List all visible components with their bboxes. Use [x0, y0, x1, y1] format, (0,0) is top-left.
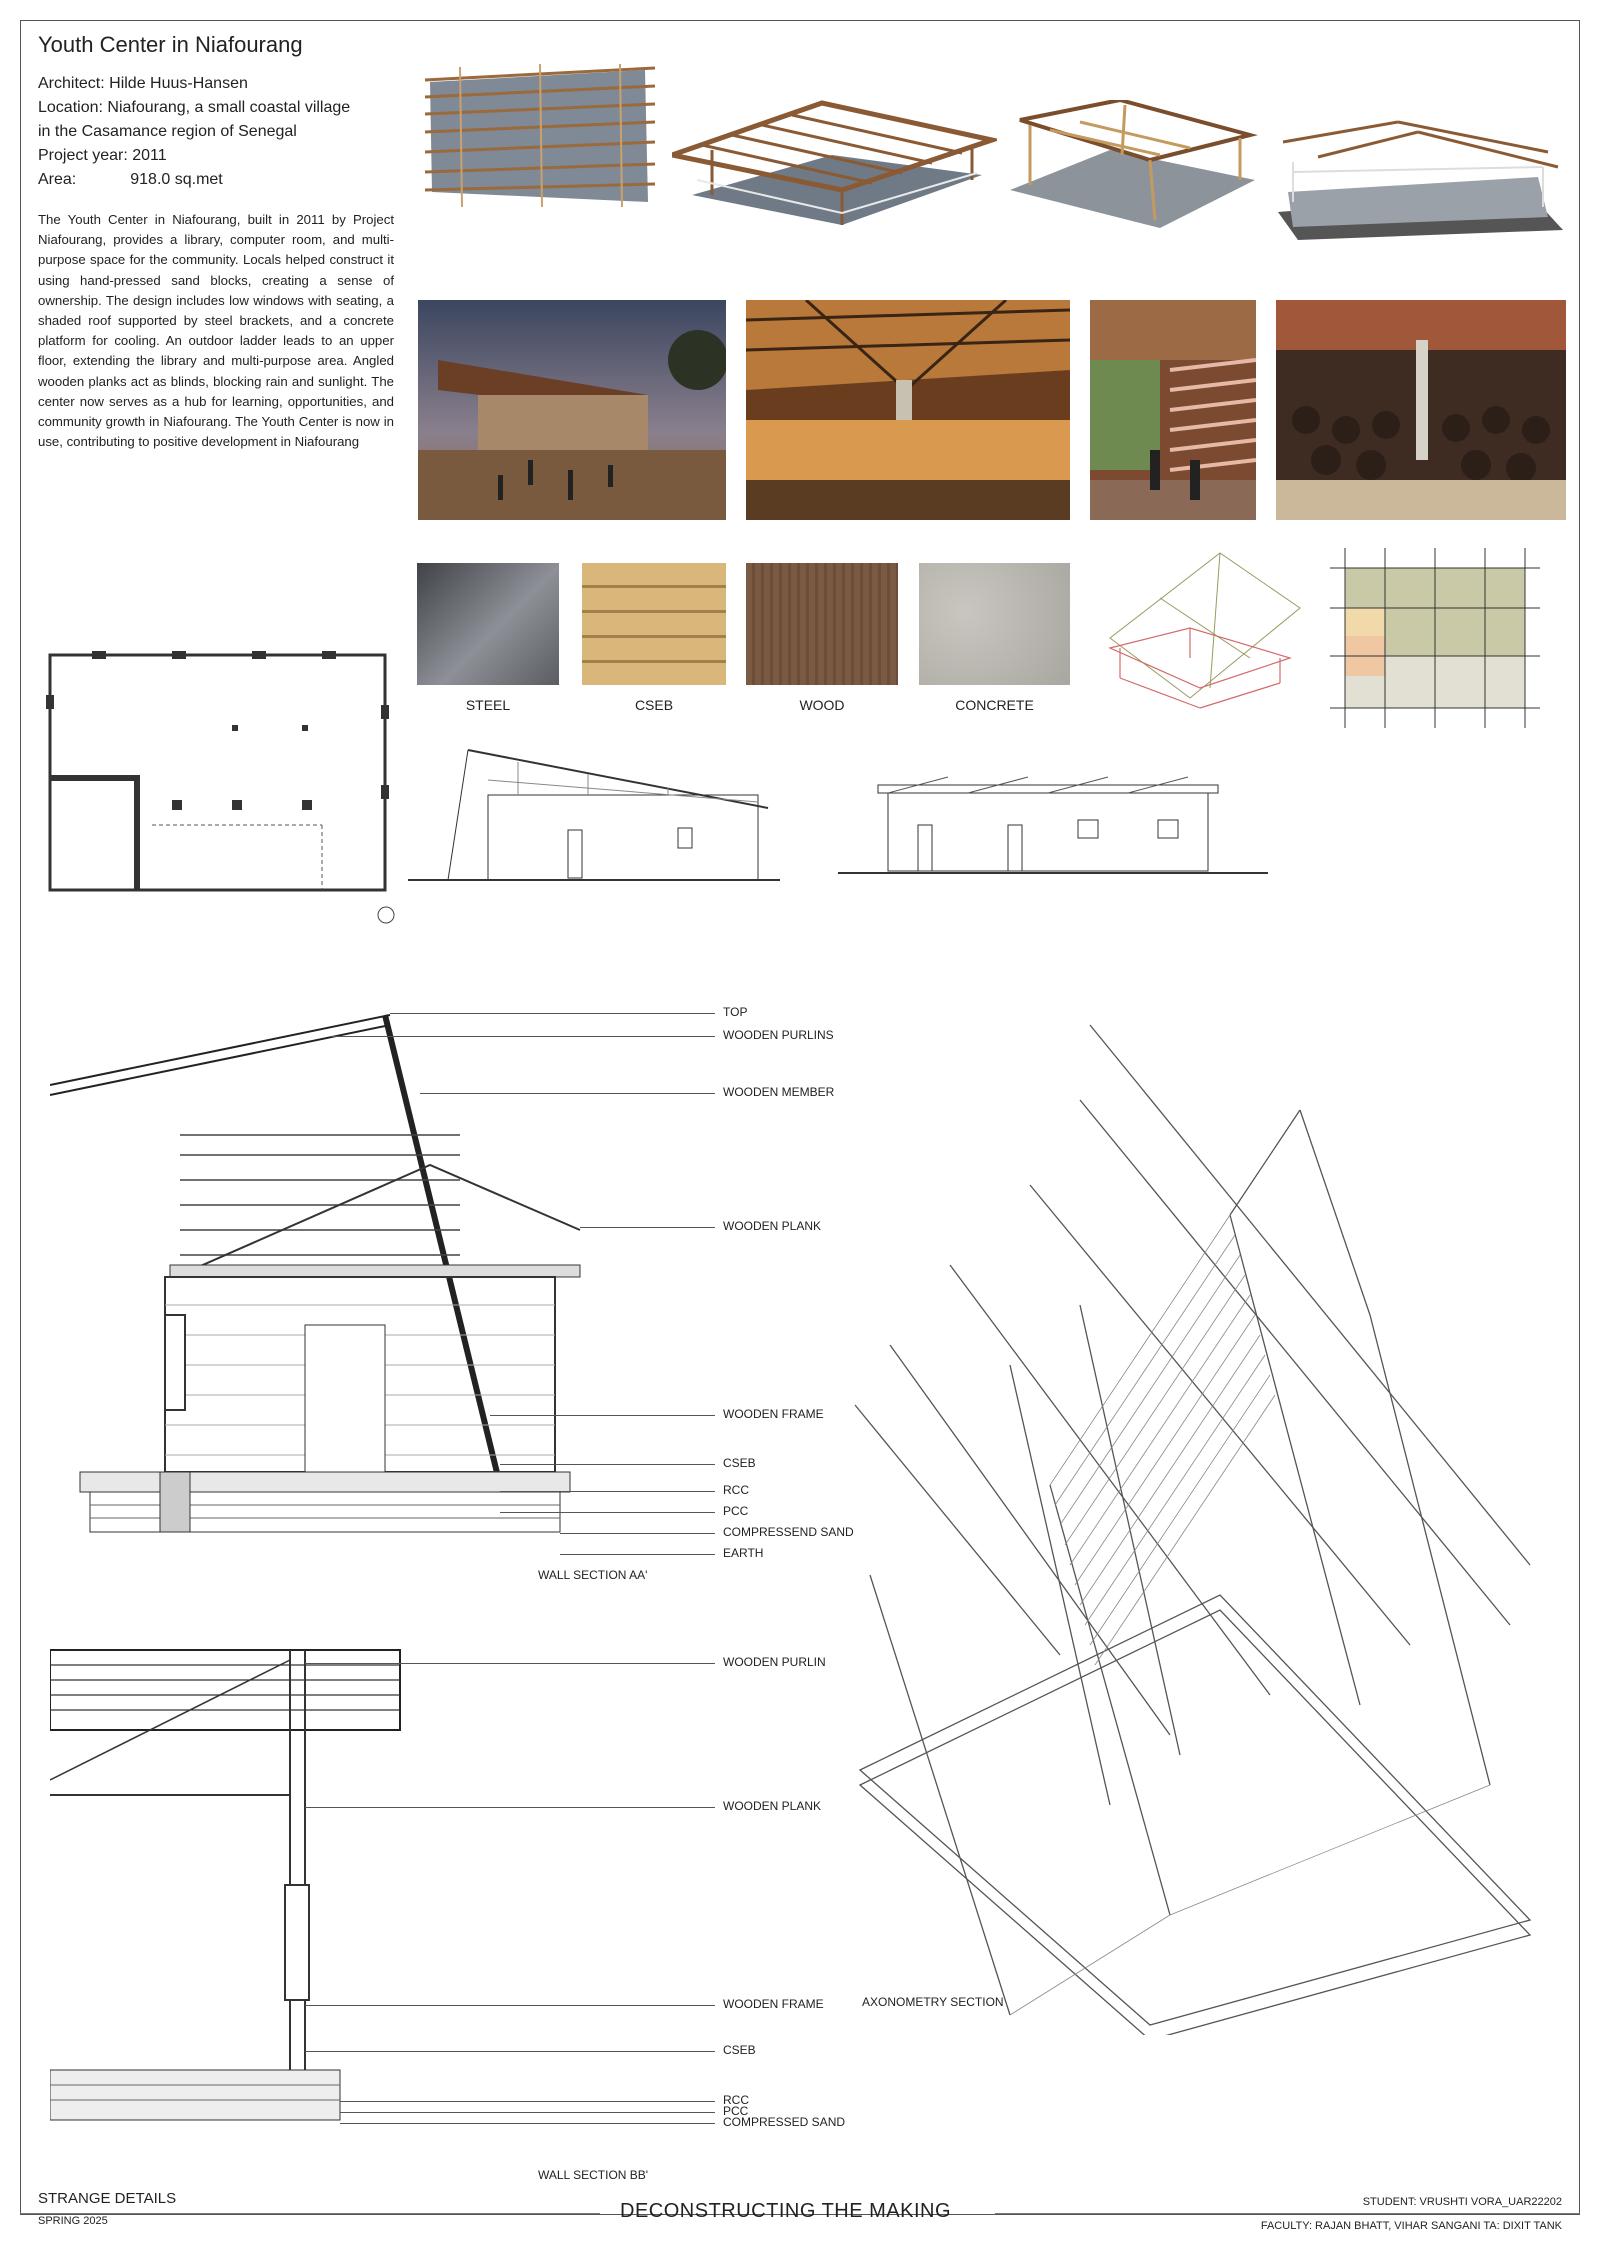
site-photo-exterior — [418, 300, 726, 520]
section-aa-label-wooden-purlins: WOODEN PURLINS — [723, 1028, 834, 1042]
elevation-drawing-right — [838, 765, 1268, 895]
footer-theme: DECONSTRUCTING THE MAKING — [620, 2200, 952, 2222]
section-aa-label-top: TOP — [723, 1005, 748, 1019]
material-swatch-cseb — [582, 563, 726, 685]
model-photo-perspective-1 — [672, 95, 997, 230]
axonometry-caption: AXONOMETRY SECTION — [862, 1995, 1004, 2009]
wall-section-aa-drawing — [50, 995, 670, 1555]
elevation-drawing-left — [408, 740, 780, 910]
footer-term: SPRING 2025 — [38, 2215, 108, 2227]
model-photo-perspective-3 — [1278, 112, 1566, 240]
section-aa-label-earth: EARTH — [723, 1546, 764, 1560]
section-bb-caption: WALL SECTION BB' — [538, 2168, 649, 2182]
material-swatch-wood — [746, 563, 898, 685]
section-aa-label-wooden-member: WOODEN MEMBER — [723, 1085, 835, 1099]
material-swatch-steel — [417, 563, 559, 685]
section-aa-label-wooden-plank: WOODEN PLANK — [723, 1219, 822, 1233]
site-photo-interior — [746, 300, 1070, 520]
section-aa-label-wooden-frame: WOODEN FRAME — [723, 1407, 824, 1421]
material-label-cseb: CSEB — [634, 697, 674, 713]
site-photo-gathering — [1276, 300, 1566, 520]
section-aa-label-compressed-sand: COMPRESSEND SAND — [723, 1525, 854, 1539]
area-line — [38, 168, 350, 192]
material-label-concrete: CONCRETE — [955, 697, 1034, 713]
project-meta — [38, 72, 350, 192]
section-bb-label-wooden-purlin: WOODEN PURLIN — [723, 1655, 826, 1669]
model-photo-perspective-2 — [1010, 100, 1260, 230]
section-bb-label-pcc: PCC — [723, 2104, 749, 2118]
project-description: The Youth Center in Niafourang, built in 2011 by Project Niafourang, provides a library, computer room, and multi-purpose space for the community. Locals helped construct it using hand-pressed sand blocks, creating a sense of ownership. The design includes low windows with seating, a shaded roof supported by steel brackets, and a concrete platform for cooling. An outdoor ladder leads to an upper floor, extending the library and multi-purpose area. Angled wooden planks act as blinds, blocking rain and sunlight. The center now serves as a hub for learning, opportunities, and community growth in Niafourang. The Youth Center is now in use, contributing to positive development in Niafourang — [38, 212, 394, 450]
floor-plan-drawing — [22, 605, 402, 930]
location-line-2: in the Casamance region of Senegal — [38, 123, 297, 140]
section-aa-label-rcc: RCC — [723, 1483, 749, 1497]
area-label: Area: — [38, 171, 77, 188]
model-photo-top-view — [420, 62, 660, 212]
material-label-steel: STEEL — [465, 697, 511, 713]
zoning-plan-sketch — [1330, 548, 1540, 728]
material-label-wood: WOOD — [799, 697, 845, 713]
footer-faculty: FACULTY: RAJAN BHATT, VIHAR SANGANI TA: DIXIT TANK — [1260, 2220, 1562, 2232]
section-aa-caption: WALL SECTION AA' — [538, 1568, 648, 1582]
area-value: 918.0 sq.met — [130, 171, 223, 188]
year-line: Project year: 2011 — [38, 147, 167, 164]
section-aa-label-cseb: CSEB — [723, 1456, 756, 1470]
architect-line: Architect: Hilde Huus-Hansen — [38, 75, 248, 92]
location-line-1: Location: Niafourang, a small coastal village — [38, 99, 351, 116]
section-bb-label-compressed-sand: COMPRESSED SAND — [723, 2115, 846, 2129]
footer-student: STUDENT: VRUSHTI VORA_UAR22202 — [1362, 2196, 1562, 2208]
section-aa-label-pcc: PCC — [723, 1504, 749, 1518]
section-bb-label-wooden-frame: WOODEN FRAME — [723, 1997, 824, 2011]
footer-course: STRANGE DETAILS — [38, 2190, 177, 2207]
material-swatch-concrete — [919, 563, 1070, 685]
section-bb-label-cseb: CSEB — [723, 2043, 756, 2057]
site-photo-blinds — [1090, 300, 1256, 520]
axonometry-section-drawing — [850, 1005, 1570, 2035]
wall-section-bb-drawing — [50, 1640, 670, 2160]
project-title: Youth Center in Niafourang — [38, 32, 303, 57]
section-bb-label-wooden-plank: WOODEN PLANK — [723, 1799, 822, 1813]
section-bb-label-rcc: RCC — [723, 2093, 749, 2107]
perspective-sketch — [1100, 548, 1305, 718]
